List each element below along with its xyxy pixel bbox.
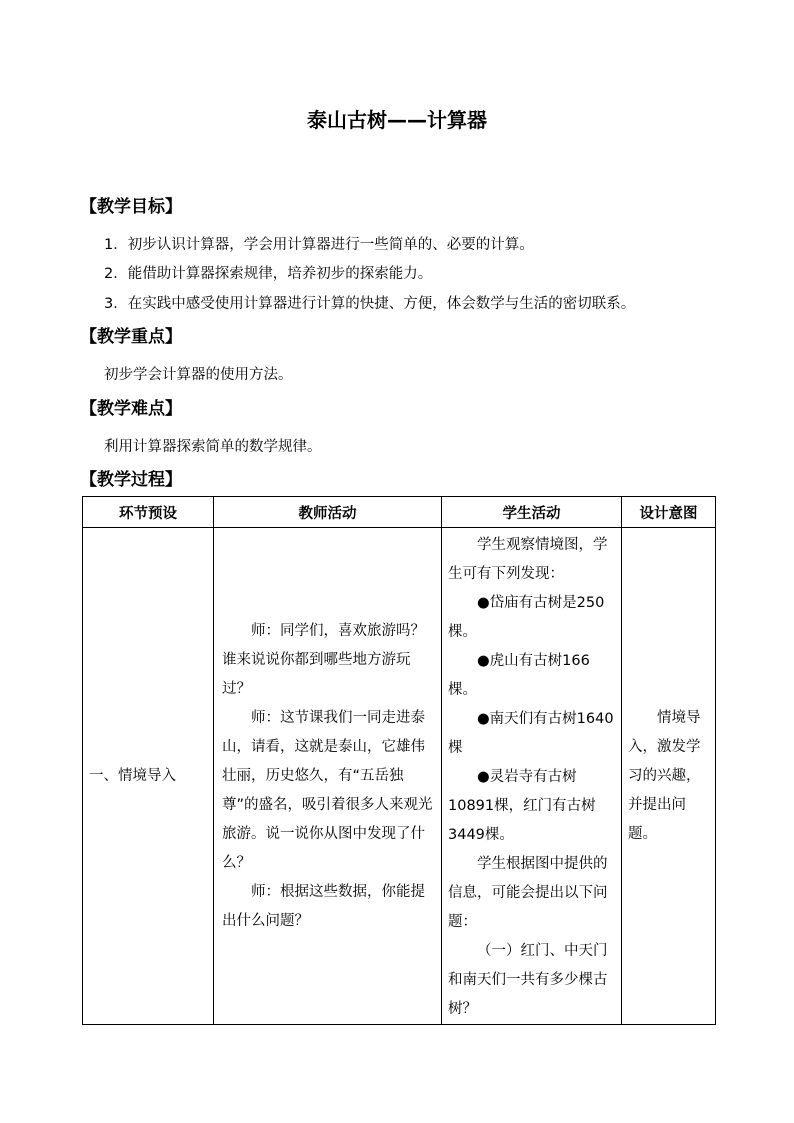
teacher-activity-cell — [214, 528, 442, 1025]
objectives-heading: 【教学目标】 — [80, 197, 182, 217]
student-bullet-2: ●虎山有古树166棵。 — [448, 653, 590, 698]
column-header-stage: 环节预设 — [83, 497, 214, 528]
student-bullet-3: ●南天们有古树1640棵 — [448, 711, 614, 756]
teacher-paragraph-2: 师：这节课我们一同走进泰山，请看，这就是泰山，它雄伟壮丽，历史悠久，有“五岳独尊”的盛名，吸引着很多人来观光旅游。说一说你从图中发现了什么？ — [222, 709, 433, 871]
difficulty-heading: 【教学难点】 — [80, 399, 182, 419]
student-bullet-1: ●岱庙有古树是250棵。 — [448, 595, 605, 640]
teacher-paragraph-1: 师：同学们，喜欢旅游吗？谁来说说你都到哪些地方游玩过？ — [222, 622, 425, 697]
design-intent-text: 情境导入，激发学习的兴趣，并提出问题。 — [628, 709, 701, 842]
teacher-paragraph-3: 师：根据这些数据，你能提出什么问题？ — [222, 883, 425, 929]
difficulty-text: 利用计算器探索简单的数学规律。 — [104, 439, 322, 455]
column-header-student: 学生活动 — [442, 497, 622, 528]
objective-item-3: 3．在实践中感受使用计算器进行计算的快捷、方便，体会数学与生活的密切联系。 — [104, 296, 636, 312]
table-row — [83, 528, 716, 1025]
student-paragraph-1: 学生观察情境图，学生可有下列发现： — [448, 537, 608, 582]
column-header-teacher: 教师活动 — [214, 497, 442, 528]
student-bullet-4: ●灵岩寺有古树10891棵，红门有古树3449棵。 — [448, 769, 596, 843]
column-header-design: 设计意图 — [622, 497, 716, 528]
student-activity-cell — [442, 528, 622, 1025]
student-question-1: （一）红门、中天门和南天们一共有多少棵古树？ — [448, 943, 608, 1017]
objective-item-1: 1．初步认识计算器，学会用计算器进行一些简单的、必要的计算。 — [104, 237, 534, 253]
table-header-row — [83, 497, 716, 528]
process-heading: 【教学过程】 — [80, 470, 182, 490]
page-title: 泰山古树——计算器 — [307, 108, 487, 132]
objective-item-2: 2．能借助计算器探索规律，培养初步的探索能力。 — [104, 266, 433, 282]
process-table — [82, 496, 716, 1025]
key-point-text: 初步学会计算器的使用方法。 — [104, 367, 293, 383]
key-point-heading: 【教学重点】 — [80, 327, 182, 347]
stage-cell: 一、情境导入 — [83, 528, 214, 1025]
student-paragraph-2: 学生根据图中提供的信息，可能会提出以下问题： — [448, 856, 608, 930]
design-intent-cell — [622, 528, 716, 1025]
